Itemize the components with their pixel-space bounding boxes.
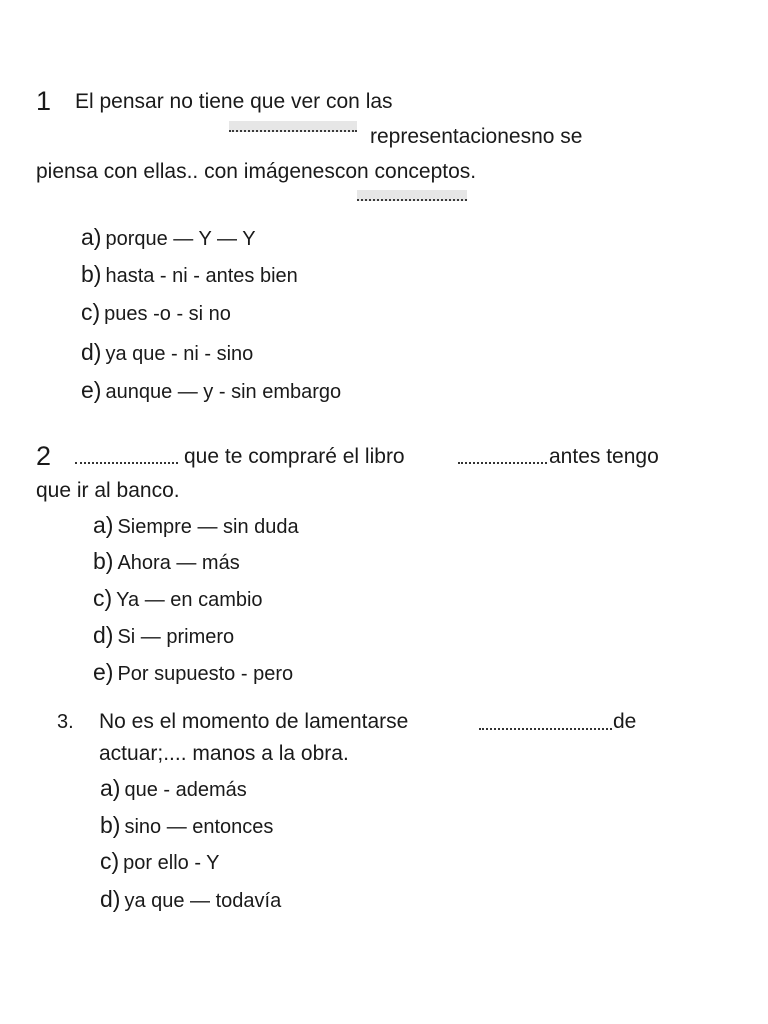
question-1-blank-1 [229,121,357,132]
question-2-part-1: que te compraré el libro [184,445,405,468]
option-letter: b) [93,548,114,574]
question-2-option-c[interactable] [93,585,263,613]
question-1-blank-2 [357,190,467,201]
option-letter: a) [100,775,121,801]
option-text: Por supuesto - pero [117,663,294,685]
question-1-line-1: El pensar no tiene que ver con las [75,90,393,113]
option-letter: a) [81,224,102,250]
option-letter: b) [81,261,102,287]
option-text: porque — Y — Y [105,228,256,250]
question-2-line-2: que ir al banco. [36,479,180,502]
option-text: que - además [124,779,247,801]
question-1-line-2: representacionesno se [370,125,583,148]
question-2-blank-2 [458,456,547,464]
question-1-option-b[interactable] [81,261,298,289]
option-letter: e) [81,377,102,403]
question-2-option-e[interactable] [93,659,293,687]
option-letter: e) [93,659,114,685]
option-text: Si — primero [117,626,235,648]
question-3-option-d[interactable] [100,886,281,914]
question-2-blank-1 [75,456,178,464]
option-text: ya que — todavía [124,890,282,912]
question-1-option-e[interactable] [81,377,341,405]
question-1-option-d[interactable] [81,339,253,367]
question-3-option-b[interactable] [100,812,273,840]
question-3-part-2: de [613,710,637,733]
option-text: aunque — y - sin embargo [105,381,342,403]
question-1-option-a[interactable] [81,224,256,252]
question-3-part-1: No es el momento de lamentarse [99,710,409,733]
question-3-line-2: actuar;.... manos a la obra. [99,742,349,765]
option-letter: c) [81,299,101,325]
question-3-blank-1 [479,722,612,730]
option-letter: a) [93,512,114,538]
question-3-option-a[interactable] [100,775,247,803]
question-2-option-b[interactable] [93,548,240,576]
option-letter: b) [100,812,121,838]
option-text: ya que - ni - sino [105,343,254,365]
question-2-part-2: antes tengo [549,445,659,468]
option-letter: d) [100,886,121,912]
question-2-number: 2 [36,441,52,471]
option-text: pues -o - si no [104,303,231,325]
option-text: por ello - Y [123,852,220,874]
option-text: Ahora — más [117,552,240,574]
option-letter: c) [93,585,113,611]
question-1-option-c[interactable] [81,299,231,327]
question-1-number: 1 [36,86,52,116]
question-2-option-a[interactable] [93,512,299,540]
option-letter: c) [100,848,120,874]
option-text: Ya — en cambio [116,589,263,611]
option-letter: d) [93,622,114,648]
option-text: sino — entonces [124,816,274,838]
option-letter: d) [81,339,102,365]
question-3-number: 3. [57,711,74,733]
question-1-line-3: piensa con ellas.. con imágenescon conceptos. [36,160,477,183]
option-text: Siempre — sin duda [117,516,299,538]
option-text: hasta - ni - antes bien [105,265,298,287]
question-3-option-c[interactable] [100,848,220,876]
question-2-option-d[interactable] [93,622,234,650]
